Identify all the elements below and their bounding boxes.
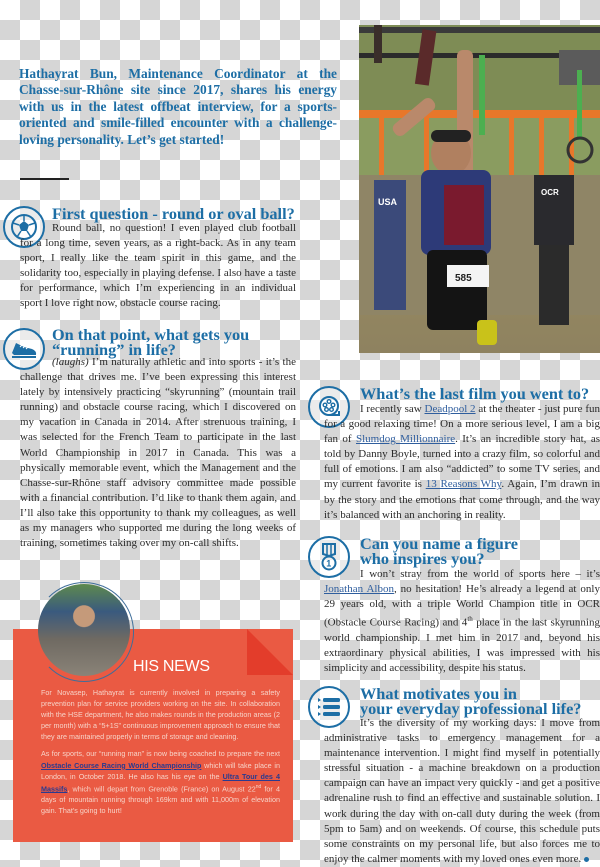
svg-text:OCR: OCR	[541, 188, 559, 197]
laughs-aside: (laughs)	[52, 356, 89, 368]
bib-number: 585	[455, 273, 472, 284]
section-4-title-line1: Can you name a figure	[360, 534, 518, 553]
news-text-4: for 4 days of mountain running through 169km and with 11,000m of elevation gain. That’s going to hurt!	[41, 784, 280, 816]
news-text-1: As for sports, our “running man” is now being coached to prepare the next	[41, 749, 280, 759]
news-text-3: , which will depart from Grenoble (France) on August 22	[67, 784, 256, 794]
section-3-text-3: . It’s an incredible story hat, as told by Danny Boyle, turned into a crazy film, so colorful and full of emotions. I am also “addicted” to some TV series, and my current favorite is	[324, 433, 600, 491]
svg-text:USA: USA	[378, 197, 398, 207]
link-13-reasons-why[interactable]: 13 Reasons Why	[425, 478, 502, 491]
medal-number: 1	[326, 558, 332, 569]
section-4-text-3: place in the last skyrunning world championship. I met him in 2017 and, beyond his extraordinary physical abilities, I was impressed with his simplicity and accessibility, despite his status.	[324, 616, 600, 675]
news-ordinal-suffix: nd	[255, 783, 262, 790]
section-4-text-2: , no hesitation! He’s already a legend at only 29 years old, with a triple World Champion title in OCR (Obstacle Course Racing) and 4	[324, 583, 600, 629]
section-2-body	[20, 355, 296, 551]
link-ultra-tour-4-massifs[interactable]: Ultra Tour des 4 Massifs	[41, 771, 280, 794]
his-news-paragraph-1: For Novasep, Hathayrat is currently involved in preparing a safety prevention plan for service providers working on the site. In collaboration with the HSE department, he also makes rounds in the production areas (2 per month) with a “5+1S” continuous improvement approach to ensure that they are maintained properly in terms of storage and cleaning.	[41, 688, 280, 742]
avatar	[38, 584, 130, 676]
section-3-text-2: at the theater - just pure fun for a good relaxing time! On a more serious level, I am a big fan of	[324, 403, 600, 446]
athlete-photo	[359, 25, 600, 353]
his-news-body	[41, 687, 280, 822]
section-5-title-line1: What motivates you in	[360, 684, 517, 703]
section-1-title: First question - round or oval ball?	[52, 204, 295, 223]
section-5-title-line2: your everyday professional life?	[360, 699, 582, 718]
athlete-photo-illustration	[359, 25, 600, 353]
section-4-title-line2: who inspires you?	[360, 549, 485, 568]
section-5-text: It’s the diversity of my working days: I move from administrative tasks to emergency management for a maintenance intervention. I might find myself in potentially stressful situation - a machine breakdown on a production campaign can have an impact very quickly - and get a positive adrenaline rush to find an effective and sustainable solution. I work during the day with on-call duty during the week (from 5pm to 5am) and on weekends. Of course, this schedule puts some constraints on my personal life, but also forces me to enjoy the calmer moments with my loved ones even more.	[324, 717, 600, 865]
section-2-title	[52, 327, 249, 357]
section-3-body	[324, 402, 600, 523]
section-1-text: Round ball, no question! I even played club football for a long time, seven years, as a right-back. As in any team sport, I really like the team spirit in this game, and the solidarity too, especially in playing defense. I also have a taste for performance, which I’m experiencing in an individual sport I love right now, obstacle course racing.	[20, 222, 296, 310]
section-2-title-line1: On that point, what gets you	[52, 325, 250, 344]
section-4-text-1: I won’t stray from the world of sports here – it’s	[360, 568, 600, 580]
link-jonathan-albon[interactable]: Jonathan Albon	[324, 583, 394, 596]
section-5-title	[360, 686, 581, 716]
ordinal-suffix: th	[467, 615, 473, 624]
section-1-body	[20, 221, 296, 312]
his-news-folded-corner	[247, 629, 293, 675]
section-2-title-line2: “running” in life?	[52, 340, 176, 359]
section-4-title	[360, 536, 518, 566]
intro-paragraph: Hathayrat Bun, Maintenance Coordinator at the Chasse-sur-Rhône site since 2017, shares his energy with us in the latest offbeat interview, for a sports-oriented and smile-filled encounter with a challenge-loving personality. Let’s get started!	[19, 66, 337, 147]
his-news-title: HIS NEWS	[133, 658, 210, 675]
his-news-paragraph-2	[41, 748, 280, 816]
link-ocr-world-championship[interactable]: Obstacle Course Racing World Championship	[41, 760, 202, 770]
section-3-text-4: . Again, I’m drawn in by the story and the emotions that come through, and the way it’s balanced with an anchoring in reality.	[324, 478, 600, 521]
end-of-article-dot	[584, 857, 589, 862]
section-2-text: I’m naturally athletic and into sports - it’s the challenge that drives me. I’ve been expressing this interest lately by intensively practicing “skyrunning” (mountain trail running) and obstacle course racing, which I discovered on my vacation in Canada in 2014. After strenuous training, I was selected for the French Team to participate in the last World Championship in 2017 in Canada. This was a physically memorable event, which the Management and the Chasse-sur-Rhône staff advisory committee made possible with a financial contribution. I’d like to thank them again, and I’ll also take this opportunity to thank my colleagues, as well as my managers who supported me during the long weeks of training, sometimes taking over my on-call shifts.	[20, 356, 296, 550]
link-slumdog-millionnaire[interactable]: Slumdog Millionnaire	[356, 433, 456, 446]
intro-divider	[20, 178, 69, 180]
link-deadpool-2[interactable]: Deadpool 2	[424, 403, 476, 415]
section-5-body	[324, 716, 600, 867]
section-4-body	[324, 567, 600, 676]
section-3-text-1: I recently saw	[360, 403, 425, 415]
section-3-title: What’s the last film you went to?	[360, 384, 590, 403]
news-text-2: which will take place in London, in October 2018. He also has his eye on the	[41, 760, 280, 781]
